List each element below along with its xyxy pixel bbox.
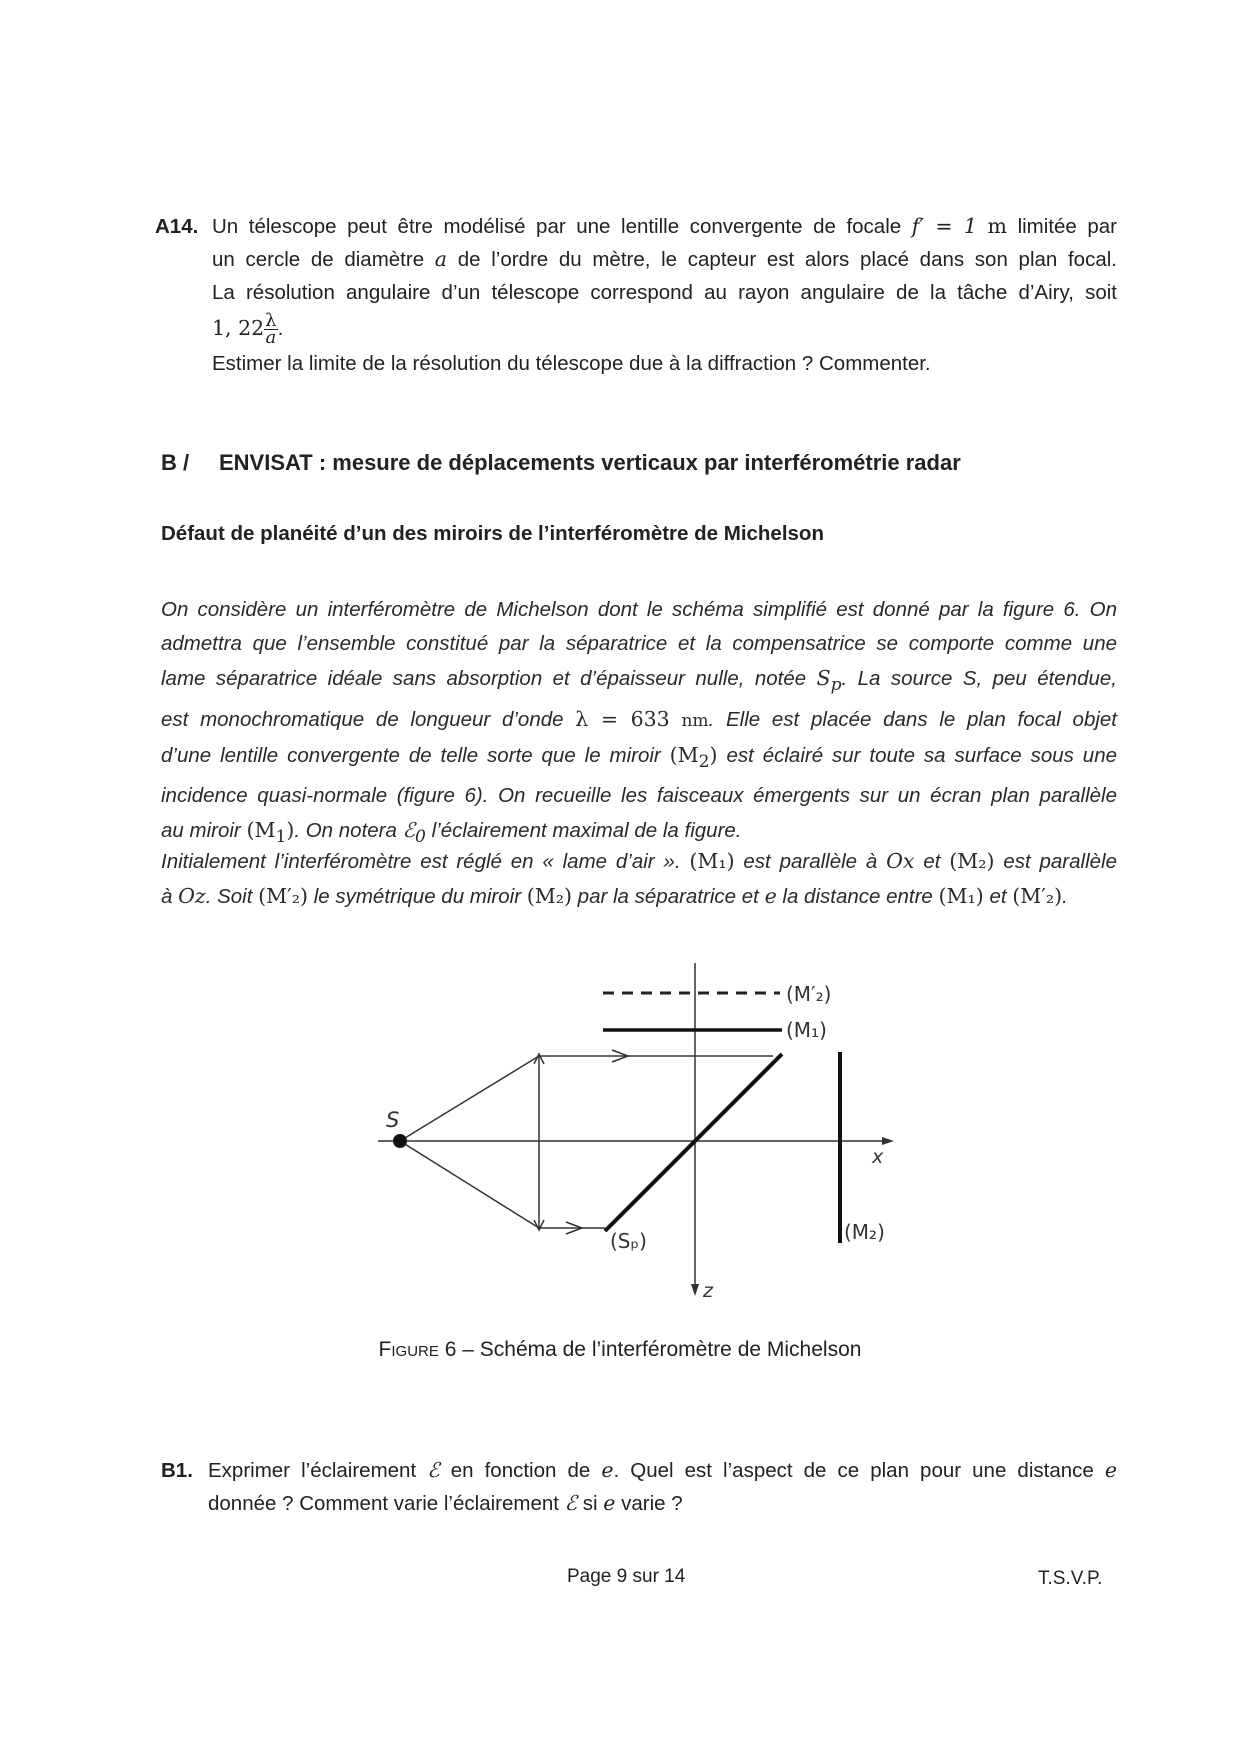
intro-line-1: On considère un interféromètre de Michelson dont le schéma simplifié est donné par la figure 6. On	[161, 598, 1117, 621]
a14-line-2: un cercle de diamètre a de l’ordre du mètre, le capteur est alors placé dans son plan focal.	[212, 247, 1117, 271]
intro-line-3: lame séparatrice idéale sans absorption et d’épaisseur nulle, notée $S_p$. La source S, peu étendue,	[161, 666, 1117, 696]
question-number: B1.	[161, 1459, 193, 1482]
intro-line-4: est monochromatique de longueur d’onde λ = 633 nm. Elle est placée dans le plan focal objet	[161, 707, 1118, 732]
ray-lower	[400, 1141, 539, 1228]
label-separatrix: (Sₚ)	[610, 1229, 647, 1253]
page-number: Page 9 sur 14	[567, 1566, 686, 1587]
label-m2-prime: (M′₂)	[786, 982, 832, 1006]
wavelength-value: λ = 633	[575, 707, 670, 732]
subsection-title: Défaut de planéité d’un des miroirs de l’interféromètre de Michelson	[161, 522, 824, 545]
unit-m: m	[987, 214, 1007, 238]
intro-line-6: incidence quasi-normale (figure 6). On recueille les faisceaux émergents sur un écran plan parallèle	[161, 784, 1117, 808]
source-point	[393, 1134, 407, 1148]
a14-line-3: La résolution angulaire d’un télescope correspond au rayon angulaire de la tâche d’Airy, soit	[212, 281, 1117, 304]
z-axis-arrow	[691, 1284, 699, 1296]
section-title: ENVISAT : mesure de déplacements verticaux par interférométrie radar	[219, 450, 961, 475]
separatrix	[605, 1054, 782, 1231]
intro-line-5: d’une lentille convergente de telle sorte que le miroir $(M_2)$ est éclairé sur toute sa surface sous une	[161, 743, 1118, 773]
intro-line-7: au miroir $(M_1)$. On notera ℰ$_0$ l’éclairement maximal de la figure.	[161, 818, 742, 848]
a14-line-1: Un télescope peut être modélisé par une lentille convergente de focale f′ = 1 m limitée par	[212, 214, 1118, 238]
section-label: B /	[161, 450, 190, 475]
setup-line-1: Initialement l’interféromètre est réglé en « lame d’air ». (M₁) est parallèle à Ox et (M₂) est parallèle	[161, 849, 1117, 873]
a14-line-5: Estimer la limite de la résolution du télescope due à la diffraction ? Commenter.	[212, 352, 931, 375]
tsvp-note: T.S.V.P.	[1038, 1568, 1103, 1589]
label-z: z	[703, 1280, 713, 1302]
label-x: x	[872, 1146, 884, 1168]
focal-length: f′ = 1	[911, 214, 977, 238]
label-m2: (M₂)	[844, 1220, 885, 1244]
label-m1: (M₁)	[786, 1018, 827, 1042]
lambda-over-a-fraction: $\frac{\lambda}{a}$	[265, 310, 277, 349]
ray-upper	[400, 1056, 539, 1141]
figure-caption: FIGURE 6 – Schéma de l’interféromètre de Michelson	[378, 1338, 862, 1361]
b1-line-2: donnée ? Comment varie l’éclairement ℰ si e varie ?	[208, 1491, 683, 1515]
a14-formula: 1, 22 $\frac{\lambda}{a}$ .	[212, 310, 284, 349]
question-number: A14.	[155, 215, 199, 238]
intro-line-2: admettra que l’ensemble constitué par la séparatrice et la compensatrice se comporte comme une	[161, 632, 1117, 655]
x-axis-arrow	[882, 1137, 894, 1145]
b1-line-1: Exprimer l’éclairement ℰ en fonction de e. Quel est l’aspect de ce plan pour une distance e	[208, 1458, 1117, 1482]
label-source: S	[386, 1108, 400, 1132]
setup-line-2: à Oz. Soit (M′₂) le symétrique du miroir (M₂) par la séparatrice et e la distance entre (M₁) et (M′₂).	[161, 884, 1068, 908]
